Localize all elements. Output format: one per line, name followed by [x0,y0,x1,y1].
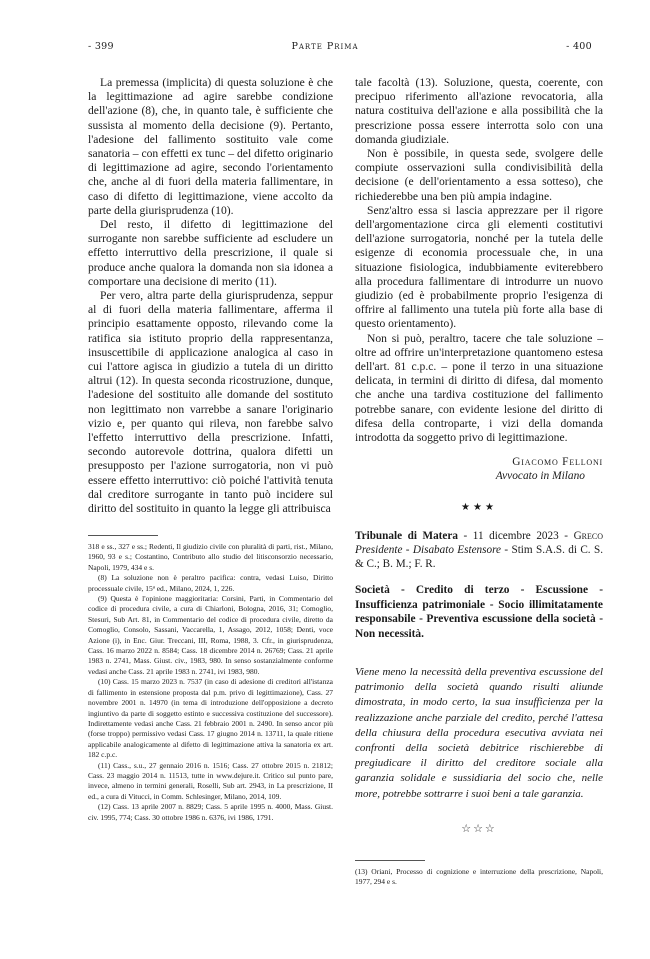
outline-stars: ☆☆☆ [461,822,497,835]
right-column [355,76,603,835]
body-paragraph: La premessa (implicita) di questa soluzione è che la legittimazione ad agire sarebbe condizione dell'azione (8), che, in quanto tale, è sufficiente che sussista al momento della decisione (9). Pertanto, l'adesione del fallimento sostituito vale come sanatoria – con effetti ex tunc – del difetto originario di legittimazione ad agire, secondo l'orientamento che, anche al di fuori della materia fallimentare, in caso di difetto di legittimazione, viene accolto da parte della giurisprudenza (10). [88,76,333,217]
body-paragraph: Senz'altro essa si lascia apprezzare per il rigore dell'argomentazione circa gli elementi costitutivi dell'azione surrogatoria, nonché per la tutela delle esigenze di economia processuale che, in una situazione fisiologica, indubbiamente eviterebbero alla procedura fallimentare di introdurre un nuovo giudizio (ed è probabilmente proprio l'esigenza di offrire al fallimento una tutela più forte alla base di questo orientamento). [355,203,603,331]
page-number-left: - 399 [88,41,114,52]
left-footnotes [88,535,333,823]
author-signature [355,455,603,483]
judge-role: Presidente [355,543,403,556]
court-citation [355,529,603,572]
footnote-rule [88,535,158,536]
maxim: Viene meno la necessità della preventiva escussione del patrimonio della società quando risulti aliunde dimostrata, in modo certo, la sua insufficienza per la realizzazione anche parziale del credito, perché l'attesa della chiusura della procedura esecutiva avviata nei confronti della società debitrice rischierebbe di pregiudicare il diritto del creditore sociale alla garanzia solidale e sussidiaria del socio che, nelle more, potrebbe sottrarre i suoi beni a tale garanzia. [355,665,603,800]
body-paragraph: Del resto, il difetto di legittimazione del surrogante non sarebbe sufficiente ad escludere un effetto interruttivo della prescrizione, il quale si produce anche qualora la domanda non sia idonea a comportare una decisione di merito (11). [88,218,333,288]
court-date: - 11 dicembre 2023 - [457,529,574,542]
author-name: Giacomo Felloni [512,456,603,469]
parties: - Stim S.A.S. di C. S. & C.; B. M.; F. R. [355,543,603,571]
footnote: 318 e ss., 327 e ss.; Redenti, Il giudizio civile con pluralità di parti, rist., Milano, 1960, 93 e s.; Costantino, Contributo allo studio del litisconsorzio necessario, Napoli, 1979, 434 e s. [88,542,333,572]
body-paragraph: tale facoltà (13). Soluzione, questa, coerente, con precipuo riferimento all'azione revocatoria, alla natura costituiva dell'azione e alla possibilità che la prescrizione possa essere interrotta solo con una domanda giudiziale. [355,76,603,146]
footnote: (9) Questa è l'opinione maggioritaria: Corsini, Parti, in Commentario del codice di procedura civile, a cura di Chiarloni, Bologna, 2016, 31; Comoglio, Stesuri, Sub Art. 81, in Commentario del codice di procedura civile, diretto da Comoglio, Consolo, Sassani, Vaccarella, 1, Assago, 2012, 1058; Denti, voce Azione (i), in Enc. Giur. Treccani, III, Roma, 1988, 3. Cfr., in giurisprudenza, Cass. 16 marzo 2022 n. 8584; Cass. 18 dicembre 2014 n. 26769; Cass. 21 aprile 1983 n. 2741, Mass. Giust. civ., 1983, 980. In senso sostanzialmente conforme vedasi anche Cass. 21 aprile 1983 n. 2741, ivi 1983, 980. [88,594,333,676]
footnote: (12) Cass. 13 aprile 2007 n. 8829; Cass. 5 aprile 1995 n. 4000, Mass. Giust. civ. 1995, 774; Cass. 30 ottobre 1986 n. 6376, ivi 1986, 1791. [88,802,333,822]
headnote: Società - Credito di terzo - Escussione - Insufficienza patrimoniale - Socio illimitatamente responsabile - Preventiva escussione della società - Non necessità. [355,584,603,640]
footnote: (11) Cass., s.u., 27 gennaio 2016 n. 1516; Cass. 27 ottobre 2015 n. 21812; Cass. 23 maggio 2014 n. 11513, tutte in www.dejure.it. Critico sul punto pare, invece, almeno in termini generali, Roselli, Sub art. 2943, in La prescrizione, II ed., a cura di Vitucci, in Comm. Schlesinger, Milano, 2014, 109. [88,760,333,801]
author-role: Avvocato in Milano [495,470,585,483]
page-number-right: - 400 [566,41,592,52]
footnote: (8) La soluzione non è peraltro pacifica: contra, vedasi Luiso, Diritto processuale civile, 15ª ed., Milano, 2024, 1, 226. [88,573,333,593]
body-paragraph: Non è possibile, in questa sede, svolgere delle compiute osservazioni sulla condivisibilità della decisione (e dell'orientamento a essa sotteso), che richiederebbe una ben più ampia indagine. [355,147,603,203]
footnote-rule [355,860,425,861]
left-column [88,76,333,516]
right-footnotes [355,860,603,888]
citation-separator: - [402,543,413,556]
section-separator: ★★★ [461,501,497,513]
body-paragraph: Per vero, altra parte della giurisprudenza, seppur al di fuori della materia fallimentare, afferma il principio esattamente opposto, rilevando come la ratifica sia istituto proprio della rappresentanza, insuscettibile di applicazione analogica al caso in cui l'attore agisca in giudizio a tutela di un diritto altrui (12). In questa seconda ricostruzione, dunque, l'adesione del sostituito alle domande del sostituto non legittimato non varrebbe a sanare l'originario vizio e, per quanto qui rileva, non farebbe salvo l'effetto interruttivo della prescrizione. Infatti, secondo autorevole dottrina, qualora difetti un presupposto per l'azione surrogatoria, non vi può essere effetto interruttivo: ciò poiché l'attività tenuta dal creditore surrogante in tanto può incidere sul diritto del sostituito in quanto la legge gli attribuisca [88,289,333,516]
body-paragraph: Non si può, peraltro, tacere che tale soluzione – oltre ad offrire un'interpretazione quantomeno estesa dell'art. 81 c.p.c. – pone il terzo in una situazione delicata, in termini di diritto di difesa, dal momento che anche una tardiva costituzione del fallimento potrebbe sanare, con evidente lesione del diritto di difesa della controparte, i vizi della domanda introdotta da soggetto privo di legittimazione. [355,331,603,445]
running-header: Parte Prima [291,41,359,52]
judge-name: Greco [573,529,603,542]
footnote: (10) Cass. 15 marzo 2023 n. 7537 (in caso di adesione di creditori all'istanza di fallimento in estensione proposta dal p.m. privo di legittimazione), Cass. 27 novembre 2001 n. 14970 (in tema di introduzione dell'opposizione a decreto ingiuntivo da parte di soggetto estinto e successiva costituzione del successore). Indirettamente vedasi anche Cass. 21 febbraio 2001 n. 2490. In senso ancor più (forse troppo) permissivo vedasi Cass. 17 giugno 2014 n. 13711, la quale ritiene applicabile analogicamente al difetto di legittimazione attiva la sanatoria ex art. 182 c.p.c. [88,677,333,760]
footnote: (13) Oriani, Processo di cognizione e interruzione della prescrizione, Napoli, 1977, 294 e s. [355,867,603,887]
court-name: Tribunale di Matera [355,529,458,542]
estensore: Disabato Estensore [412,543,502,556]
